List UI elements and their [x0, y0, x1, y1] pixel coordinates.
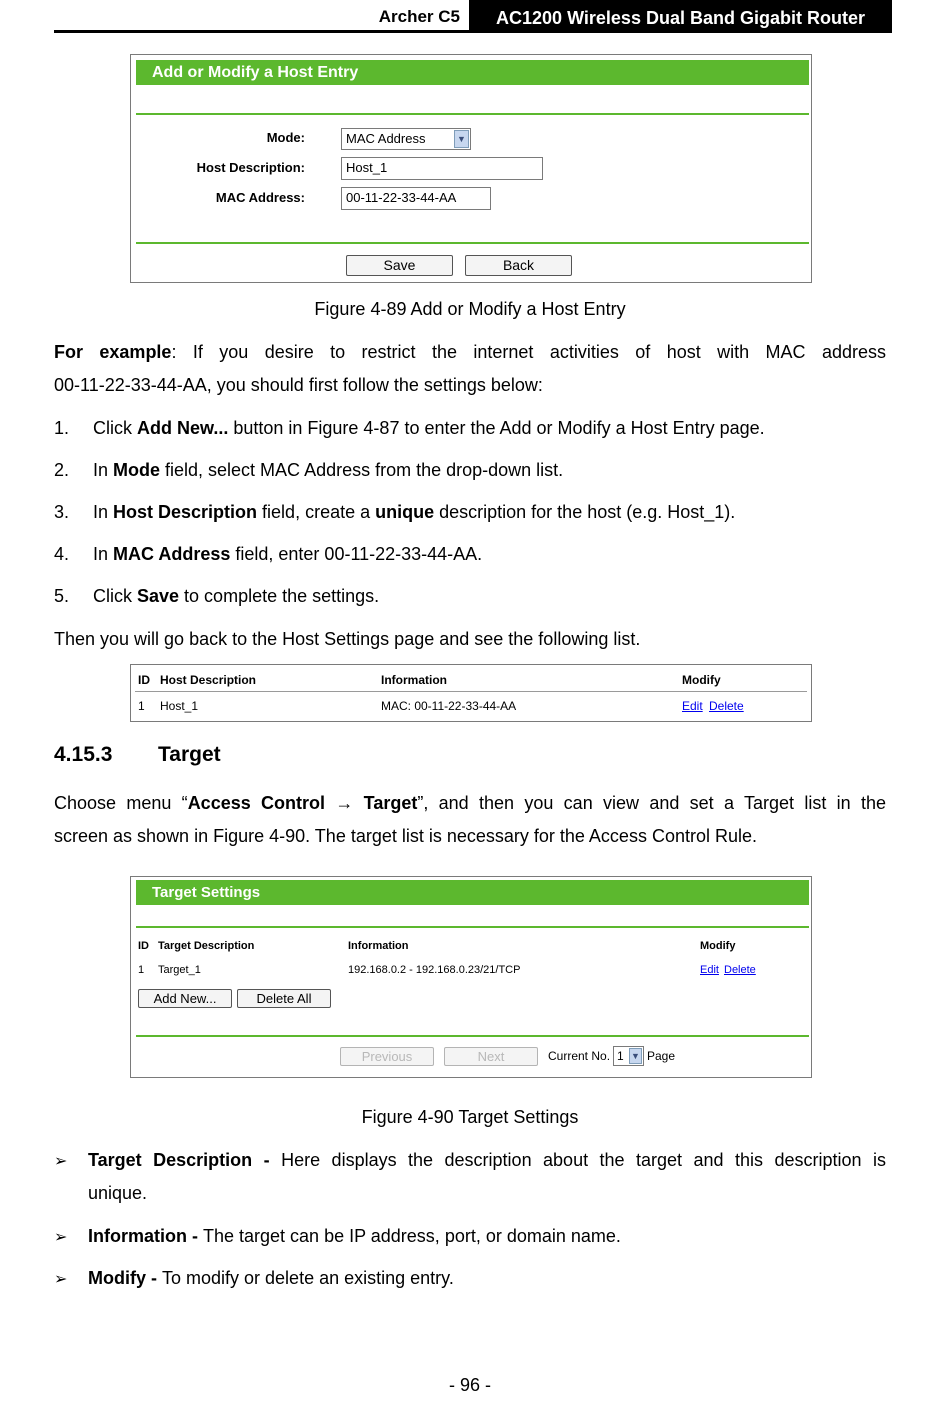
- section-title: Target: [158, 743, 221, 766]
- add-new-button[interactable]: Add New...: [138, 989, 232, 1008]
- page-label: Page: [647, 1049, 676, 1063]
- bottom-divider: [136, 1035, 809, 1037]
- top-divider: [136, 926, 809, 928]
- delete-link[interactable]: Delete: [709, 699, 744, 713]
- row-id: 1: [138, 964, 145, 976]
- header-underline: [135, 691, 807, 692]
- step-5-number: 5.: [54, 586, 70, 606]
- bottom-divider: [136, 242, 809, 244]
- mac-address-label: MAC Address:: [215, 190, 305, 205]
- edit-link[interactable]: Edit: [682, 699, 703, 713]
- delete-link[interactable]: Delete: [724, 964, 756, 976]
- chevron-down-icon[interactable]: ▼: [629, 1048, 642, 1064]
- chevron-down-icon[interactable]: ▼: [454, 130, 469, 148]
- current-no-select[interactable]: [613, 1046, 644, 1066]
- step-4-number: 4.: [54, 544, 70, 564]
- row-target-description: Target_1: [158, 964, 201, 976]
- back-button[interactable]: Back: [465, 255, 572, 276]
- host-description-field[interactable]: Host_1: [341, 157, 543, 180]
- arrow-bullet-icon: ➢: [54, 1271, 68, 1288]
- row-information: MAC: 00-11-22-33-44-AA: [381, 699, 517, 713]
- host-list-table: [130, 664, 812, 722]
- example-label: For example: [54, 342, 172, 362]
- save-button[interactable]: Save: [346, 255, 453, 276]
- mode-select-value: MAC Address: [346, 131, 426, 146]
- example-text: : If you desire to restrict the internet activities of host with MAC address: [171, 342, 886, 362]
- step-4: In MAC Address field, enter 00-11-22-33-44-AA.: [93, 544, 483, 564]
- figure-89-caption: Figure 4-89 Add or Modify a Host Entry: [314, 299, 626, 319]
- section-number: 4.15.3: [54, 743, 113, 766]
- col-header-id: ID: [138, 673, 150, 687]
- col-header-information: Information: [348, 940, 409, 952]
- step-5: Click Save to complete the settings.: [93, 586, 380, 606]
- arrow-icon: →: [335, 793, 354, 813]
- bullet-modify: Modify - To modify or delete an existing entry.: [88, 1268, 454, 1288]
- header-model: Archer C5: [378, 7, 460, 26]
- step-1: Click Add New... button in Figure 4-87 to enter the Add or Modify a Host Entry page.: [93, 418, 765, 438]
- step-1-number: 1.: [54, 418, 70, 438]
- host-description-label: Host Description:: [196, 160, 305, 175]
- col-header-target-description: Target Description: [158, 940, 255, 952]
- row-host-description: Host_1: [160, 699, 199, 713]
- row-id: 1: [138, 699, 145, 713]
- example-line-2: 00-11-22-33-44-AA, you should first follow the settings below:: [54, 375, 543, 395]
- col-header-modify: Modify: [700, 940, 736, 952]
- choose-line-2: screen as shown in Figure 4-90. The target list is necessary for the Access Control Rule.: [54, 826, 757, 846]
- target-settings-panel: [130, 876, 812, 1078]
- bullet-target-description-cont: unique.: [88, 1183, 148, 1203]
- example-line-1: [54, 339, 886, 365]
- next-button[interactable]: Next: [444, 1047, 538, 1066]
- host-entry-panel: [130, 54, 812, 283]
- previous-button[interactable]: Previous: [340, 1047, 434, 1066]
- delete-all-button[interactable]: Delete All: [237, 989, 331, 1008]
- arrow-bullet-icon: ➢: [54, 1153, 68, 1170]
- current-no-value: 1: [617, 1049, 624, 1063]
- row-information: 192.168.0.2 - 192.168.0.23/21/TCP: [348, 964, 521, 976]
- then-text: Then you will go back to the Host Settings page and see the following list.: [54, 629, 641, 649]
- choose-line-1: Choose menu “Access Control → Target”, and then you can view and set a Target list in the: [54, 793, 886, 813]
- step-3-number: 3.: [54, 502, 70, 522]
- edit-link[interactable]: Edit: [700, 964, 719, 976]
- page-number: - 96 -: [448, 1375, 491, 1395]
- figure-90-caption: Figure 4-90 Target Settings: [361, 1107, 579, 1127]
- header-title: AC1200 Wireless Dual Band Gigabit Router: [469, 0, 892, 32]
- header-divider: [54, 30, 892, 33]
- panel-title: Add or Modify a Host Entry: [136, 60, 809, 85]
- arrow-bullet-icon: ➢: [54, 1229, 68, 1246]
- step-2-number: 2.: [54, 460, 70, 480]
- col-header-id: ID: [138, 940, 149, 952]
- top-divider: [136, 113, 809, 115]
- bullet-information: Information - The target can be IP address, port, or domain name.: [88, 1226, 621, 1246]
- panel-title: Target Settings: [136, 880, 809, 905]
- current-no-label: Current No.: [548, 1049, 611, 1063]
- step-2: In Mode field, select MAC Address from the drop-down list.: [93, 460, 564, 480]
- col-header-information: Information: [381, 673, 447, 687]
- mode-select[interactable]: [341, 128, 471, 150]
- col-header-host-description: Host Description: [160, 673, 257, 687]
- col-header-modify: Modify: [682, 673, 721, 687]
- mac-address-field[interactable]: 00-11-22-33-44-AA: [341, 187, 491, 210]
- bullet-target-description: Target Description - Here displays the description about the target and this description is: [88, 1150, 886, 1170]
- mode-label: Mode:: [266, 130, 305, 145]
- step-3: In Host Description field, create a unique description for the host (e.g. Host_1).: [93, 502, 736, 522]
